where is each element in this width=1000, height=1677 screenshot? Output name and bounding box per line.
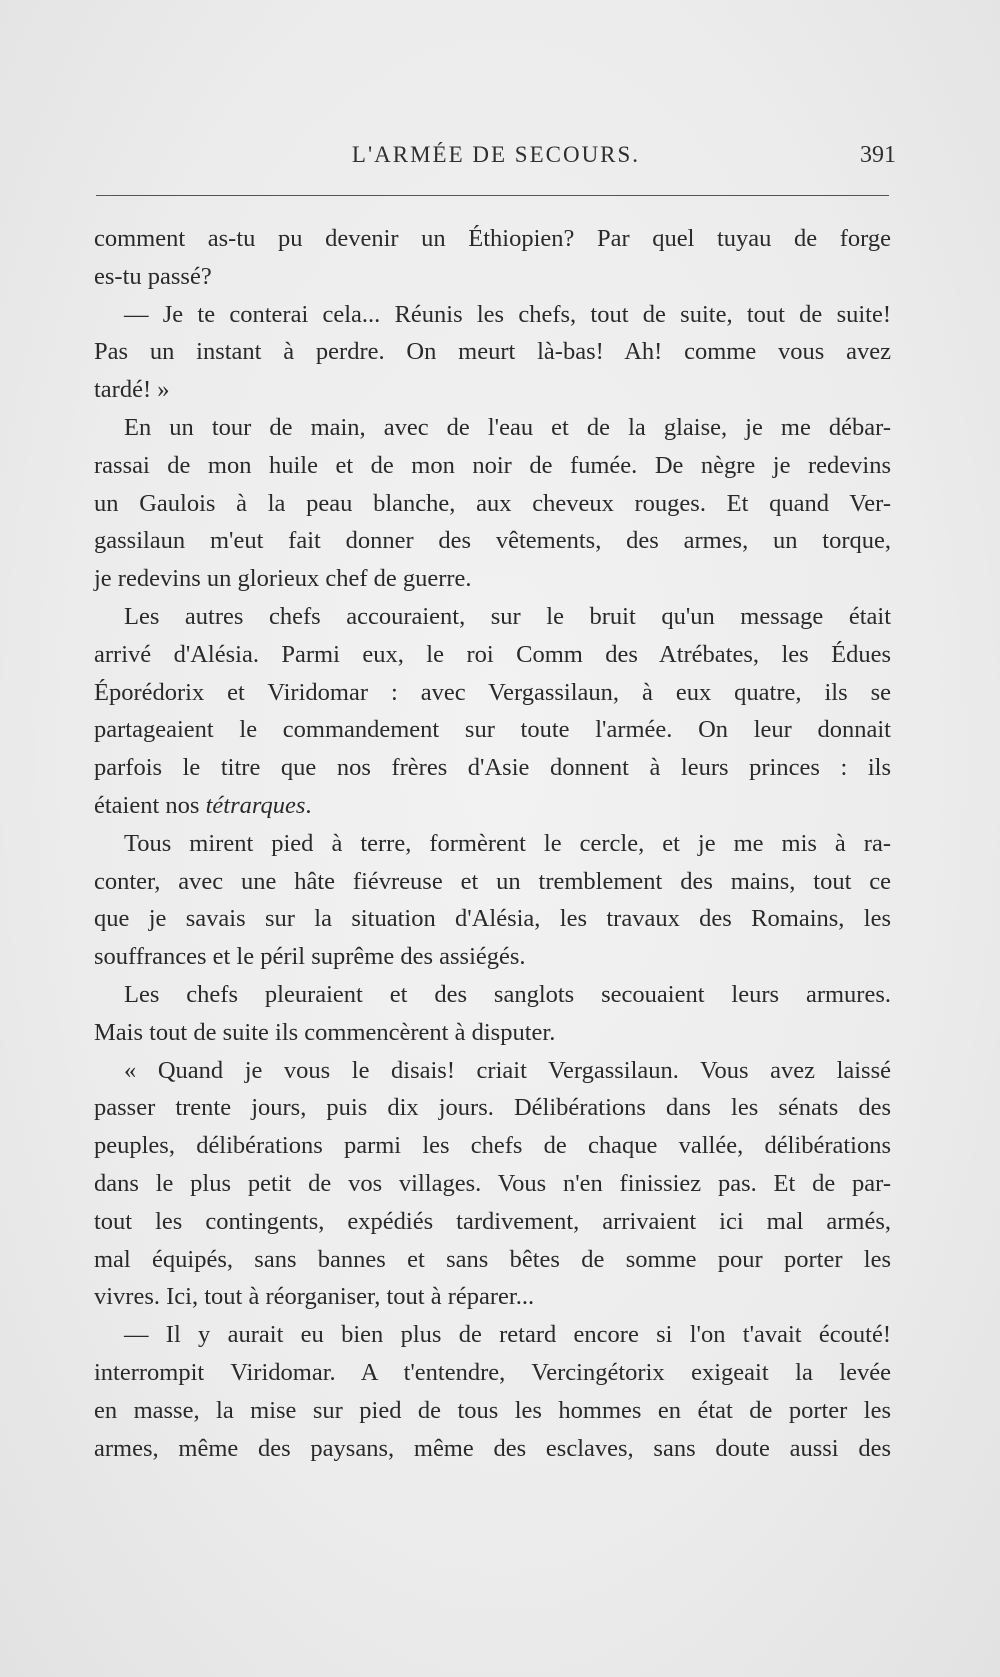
line-text: Éporédorix et Viridomar : avec Vergassilaun, à eux quatre, ils se	[94, 678, 891, 706]
text-line	[94, 1392, 891, 1430]
text-line	[94, 409, 891, 447]
line-text: je redevins un glorieux chef de guerre.	[94, 565, 472, 593]
line-text: Pas un instant à perdre. On meurt là-bas! Ah! comme vous avez	[94, 338, 891, 366]
text-line	[94, 636, 891, 674]
line-text: Mais tout de suite ils commencèrent à disputer.	[94, 1018, 556, 1046]
text-line	[94, 220, 891, 258]
text-line	[94, 1127, 891, 1165]
line-text: Les autres chefs accouraient, sur le bruit qu'un message était	[124, 602, 891, 630]
line-text: mal équipés, sans bannes et sans bêtes de somme pour porter les	[94, 1245, 891, 1273]
text-line	[94, 1241, 891, 1279]
line-text: dans le plus petit de vos villages. Vous n'en finissiez pas. Et de par-	[94, 1169, 891, 1197]
text-line	[94, 900, 891, 938]
text-line	[94, 749, 891, 787]
text-line	[94, 371, 891, 409]
italic-term: tétrarques	[205, 791, 306, 819]
text-line	[94, 447, 891, 485]
text-line	[94, 1014, 891, 1052]
line-text: comment as-tu pu devenir un Éthiopien? Par quel tuyau de forge	[94, 225, 891, 252]
line-text: un Gaulois à la peau blanche, aux cheveux rouges. Et quand Ver-	[94, 489, 891, 517]
text-line	[94, 674, 891, 712]
text-line	[94, 711, 891, 749]
text-line	[94, 787, 891, 825]
text-line	[94, 1354, 891, 1392]
line-text: rassai de mon huile et de mon noir de fumée. De nègre je redevins	[94, 451, 891, 479]
line-text: passer trente jours, puis dix jours. Délibérations dans les sénats des	[94, 1094, 891, 1122]
text-line	[94, 1430, 891, 1468]
line-text: es-tu passé?	[94, 262, 212, 290]
text-line	[94, 1316, 891, 1354]
text-line	[94, 485, 891, 523]
line-text: parfois le titre que nos frères d'Asie donnent à leurs princes : ils	[94, 754, 891, 782]
line-text: En un tour de main, avec de l'eau et de la glaise, je me débar-	[124, 413, 891, 441]
text-line	[94, 333, 891, 371]
line-text: partageaient le commandement sur toute l'armée. On leur donnait	[94, 716, 891, 744]
line-text: interrompit Viridomar. A t'entendre, Vercingétorix exigeait la levée	[94, 1358, 891, 1386]
line-text: arrivé d'Alésia. Parmi eux, le roi Comm des Atrébates, les Édues	[94, 640, 891, 668]
text-line	[94, 1089, 891, 1127]
header-rule	[96, 195, 889, 196]
line-text: Tous mirent pied à terre, formèrent le cercle, et je me mis à ra-	[124, 829, 891, 857]
line-text: Les chefs pleuraient et des sanglots secouaient leurs armures.	[124, 980, 891, 1008]
line-text: souffrances et le péril suprême des assiégés.	[94, 943, 526, 971]
line-text: vivres. Ici, tout à réorganiser, tout à réparer...	[94, 1283, 535, 1311]
text-line	[94, 258, 891, 296]
line-text: armes, même des paysans, même des esclaves, sans doute aussi des	[94, 1434, 891, 1462]
line-text: en masse, la mise sur pied de tous les hommes en état de porter les	[94, 1396, 891, 1424]
text-line	[94, 560, 891, 598]
text-line	[94, 598, 891, 636]
text-line	[94, 1165, 891, 1203]
line-text: tout les contingents, expédiés tardivement, arrivaient ici mal armés,	[94, 1207, 891, 1235]
running-title: L'ARMÉE DE SECOURS.	[351, 142, 641, 167]
text-line	[94, 1203, 891, 1241]
line-text: peuples, délibérations parmi les chefs de chaque vallée, délibérations	[94, 1132, 891, 1160]
line-text: gassilaun m'eut fait donner des vêtements, des armes, un torque,	[94, 527, 891, 555]
text-line	[94, 825, 891, 863]
text-line	[94, 1278, 891, 1316]
text-line	[94, 938, 891, 976]
text-line	[94, 863, 891, 901]
line-text: tardé! »	[94, 376, 170, 404]
text-line	[94, 522, 891, 560]
text-line	[94, 1052, 891, 1090]
line-text: — Il y aurait eu bien plus de retard encore si l'on t'avait écouté!	[124, 1321, 891, 1349]
text-line	[94, 296, 891, 334]
page-number: 391	[860, 142, 896, 168]
line-text: — Je te conterai cela... Réunis les chefs, tout de suite, tout de suite!	[124, 300, 891, 328]
line-text: « Quand je vous le disais! criait Vergassilaun. Vous avez laissé	[124, 1056, 891, 1084]
line-text: conter, avec une hâte fiévreuse et un tremblement des mains, tout ce	[94, 867, 891, 895]
body-text	[94, 220, 891, 1467]
running-head	[96, 142, 896, 178]
line-text: étaient nos	[94, 791, 206, 819]
line-text: que je savais sur la situation d'Alésia, les travaux des Romains, les	[94, 905, 891, 933]
line-tail: .	[305, 791, 312, 819]
text-line	[94, 976, 891, 1014]
